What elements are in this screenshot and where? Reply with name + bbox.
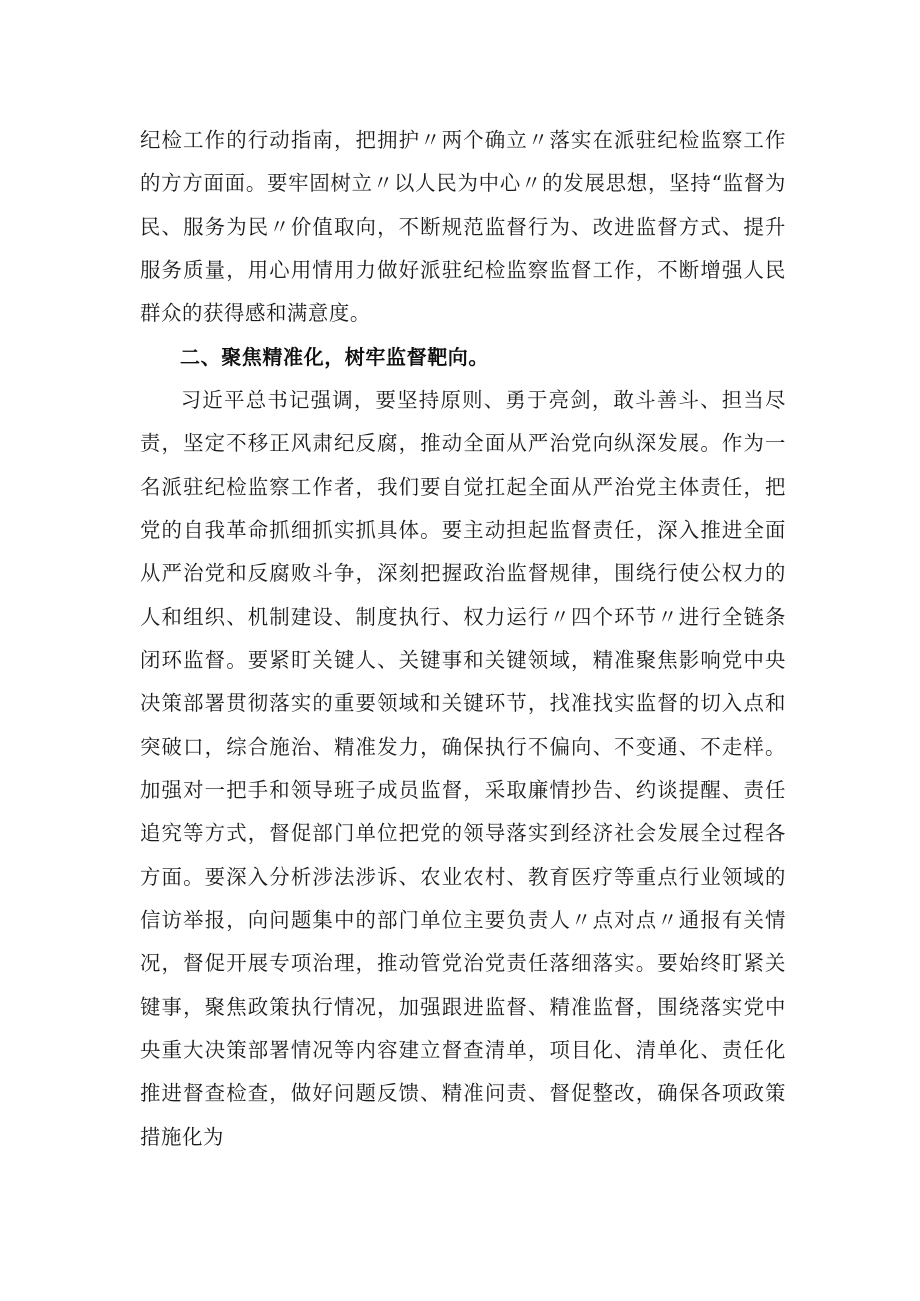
section-heading: 二、聚焦精准化，树牢监督靶向。 (180, 344, 489, 369)
document-body (140, 119, 786, 1159)
paragraph-body: 习近平总书记强调，要坚持原则、勇于亮剑，敢斗善斗、担当尽责，坚定不移正风肃纪反腐，推动全面从严治党向纵深发展。作为一名派驻纪检监察工作者，我们要自觉扛起全面从严治党主体责任，把党的自我革命抓细抓实抓具体。要主动担起监督责任，深入推进全面从严治党和反腐败斗争，深刻把握政治监督规律，围绕行使公权力的人和组织、机制建设、制度执行、权力运行〃四个环节〃进行全链条闭环监督。要紧盯关键人、关键事和关键领域，精准聚焦影响党中央决策部署贯彻落实的重要领域和关键环节，找准找实监督的切入点和突破口，综合施治、精准发力，确保执行不偏向、不变通、不走样。加强对一把手和领导班子成员监督，采取廉情抄告、约谈提醒、责任追究等方式，督促部门单位把党的领导落实到经济社会发展全过程各方面。要深入分析涉法涉诉、农业农村、教育医疗等重点行业领域的信访举报，向问题集中的部门单位主要负责人〃点对点〃通报有关情况，督促开展专项治理，推动管党治党责任落细落实。要始终盯紧关键事，聚焦政策执行情况，加强跟进监督、精准监督，围绕落实党中央重大决策部署情况等内容建立督查清单，项目化、清单化、责任化推进督查检查，做好问题反馈、精准问责、督促整改，确保各项政策措施化为 (140, 387, 786, 1149)
paragraph-continued: 纪检工作的行动指南，把拥护〃两个确立〃落实在派驻纪检监察工作的方方面面。要牢固树立〃以人民为中心〃的发展思想，坚持“监督为民、服务为民〃价值取向，不断规范监督行为、改进监督方式、提升服务质量，用心用情用力做好派驻纪检监察监督工作，不断增强人民群众的获得感和满意度。 (140, 128, 786, 326)
